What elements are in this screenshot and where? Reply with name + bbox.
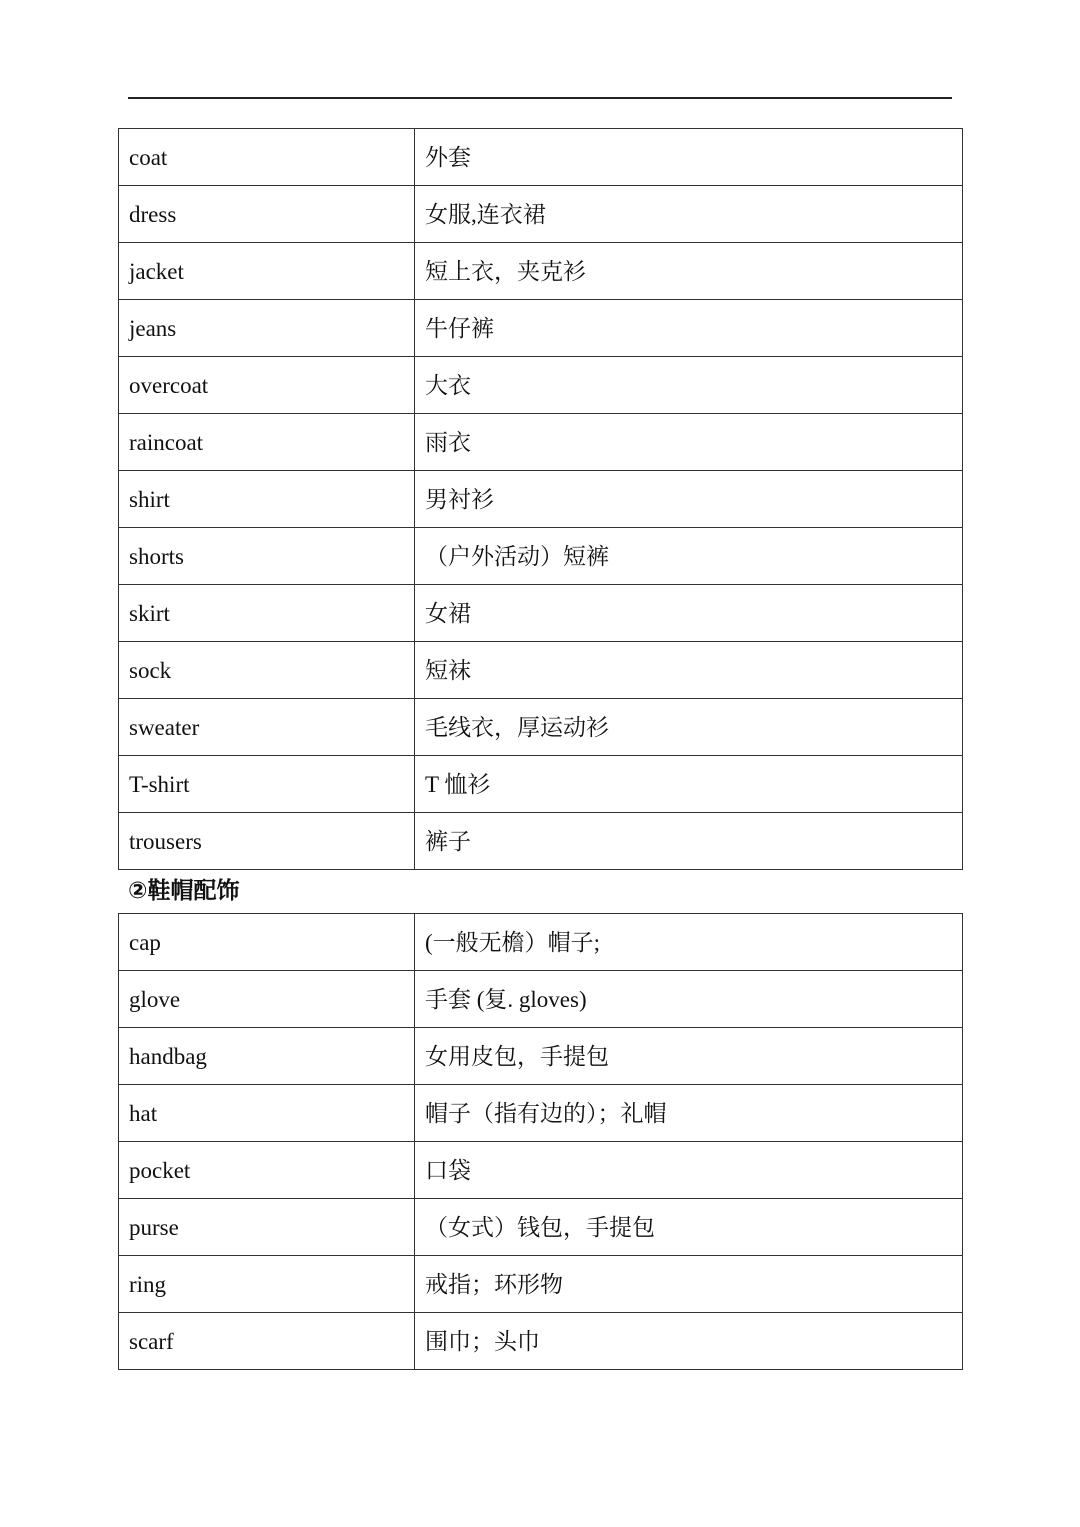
english-word: purse <box>119 1199 415 1256</box>
chinese-meaning: 口袋 <box>415 1142 963 1199</box>
table-row <box>119 1256 963 1313</box>
accessories-vocabulary-table <box>118 913 963 1370</box>
chinese-meaning: 雨衣 <box>415 414 963 471</box>
chinese-meaning: 帽子（指有边的）；礼帽 <box>415 1085 963 1142</box>
english-word: skirt <box>119 585 415 642</box>
chinese-meaning: （女式）钱包，手提包 <box>415 1199 963 1256</box>
chinese-meaning: 牛仔裤 <box>415 300 963 357</box>
english-word: ring <box>119 1256 415 1313</box>
table-row <box>119 243 963 300</box>
chinese-meaning: T 恤衫 <box>415 756 963 813</box>
chinese-meaning: 女服,连衣裙 <box>415 186 963 243</box>
chinese-meaning: 短袜 <box>415 642 963 699</box>
english-word: glove <box>119 971 415 1028</box>
chinese-meaning: 戒指；环形物 <box>415 1256 963 1313</box>
chinese-meaning: 女用皮包，手提包 <box>415 1028 963 1085</box>
table-row <box>119 357 963 414</box>
chinese-meaning: 手套 (复. gloves) <box>415 971 963 1028</box>
chinese-meaning: 大衣 <box>415 357 963 414</box>
table-row <box>119 1313 963 1370</box>
table-row <box>119 813 963 870</box>
table-row <box>119 1085 963 1142</box>
table-row <box>119 756 963 813</box>
table-row <box>119 186 963 243</box>
english-word: overcoat <box>119 357 415 414</box>
english-word: scarf <box>119 1313 415 1370</box>
chinese-meaning: 短上衣，夹克衫 <box>415 243 963 300</box>
table-row <box>119 1199 963 1256</box>
table-row <box>119 699 963 756</box>
table-row <box>119 585 963 642</box>
table-row <box>119 1028 963 1085</box>
chinese-meaning: 围巾；头巾 <box>415 1313 963 1370</box>
english-word: hat <box>119 1085 415 1142</box>
table-row <box>119 914 963 971</box>
english-word: handbag <box>119 1028 415 1085</box>
chinese-meaning: 女裙 <box>415 585 963 642</box>
english-word: trousers <box>119 813 415 870</box>
table-row <box>119 129 963 186</box>
english-word: raincoat <box>119 414 415 471</box>
chinese-meaning: 毛线衣，厚运动衫 <box>415 699 963 756</box>
table-row <box>119 971 963 1028</box>
english-word: cap <box>119 914 415 971</box>
header-rule <box>128 97 952 99</box>
chinese-meaning: 裤子 <box>415 813 963 870</box>
english-word: dress <box>119 186 415 243</box>
section-heading: ②鞋帽配饰 <box>128 878 240 904</box>
english-word: pocket <box>119 1142 415 1199</box>
english-word: shorts <box>119 528 415 585</box>
english-word: sweater <box>119 699 415 756</box>
english-word: jacket <box>119 243 415 300</box>
table-row <box>119 642 963 699</box>
table-row <box>119 1142 963 1199</box>
table-row <box>119 471 963 528</box>
chinese-meaning: （户外活动）短裤 <box>415 528 963 585</box>
chinese-meaning: (一般无檐）帽子; <box>415 914 963 971</box>
english-word: sock <box>119 642 415 699</box>
table-row <box>119 528 963 585</box>
clothing-vocabulary-table <box>118 128 963 870</box>
table-row <box>119 300 963 357</box>
english-word: T-shirt <box>119 756 415 813</box>
chinese-meaning: 外套 <box>415 129 963 186</box>
english-word: shirt <box>119 471 415 528</box>
english-word: coat <box>119 129 415 186</box>
table-row <box>119 414 963 471</box>
chinese-meaning: 男衬衫 <box>415 471 963 528</box>
english-word: jeans <box>119 300 415 357</box>
